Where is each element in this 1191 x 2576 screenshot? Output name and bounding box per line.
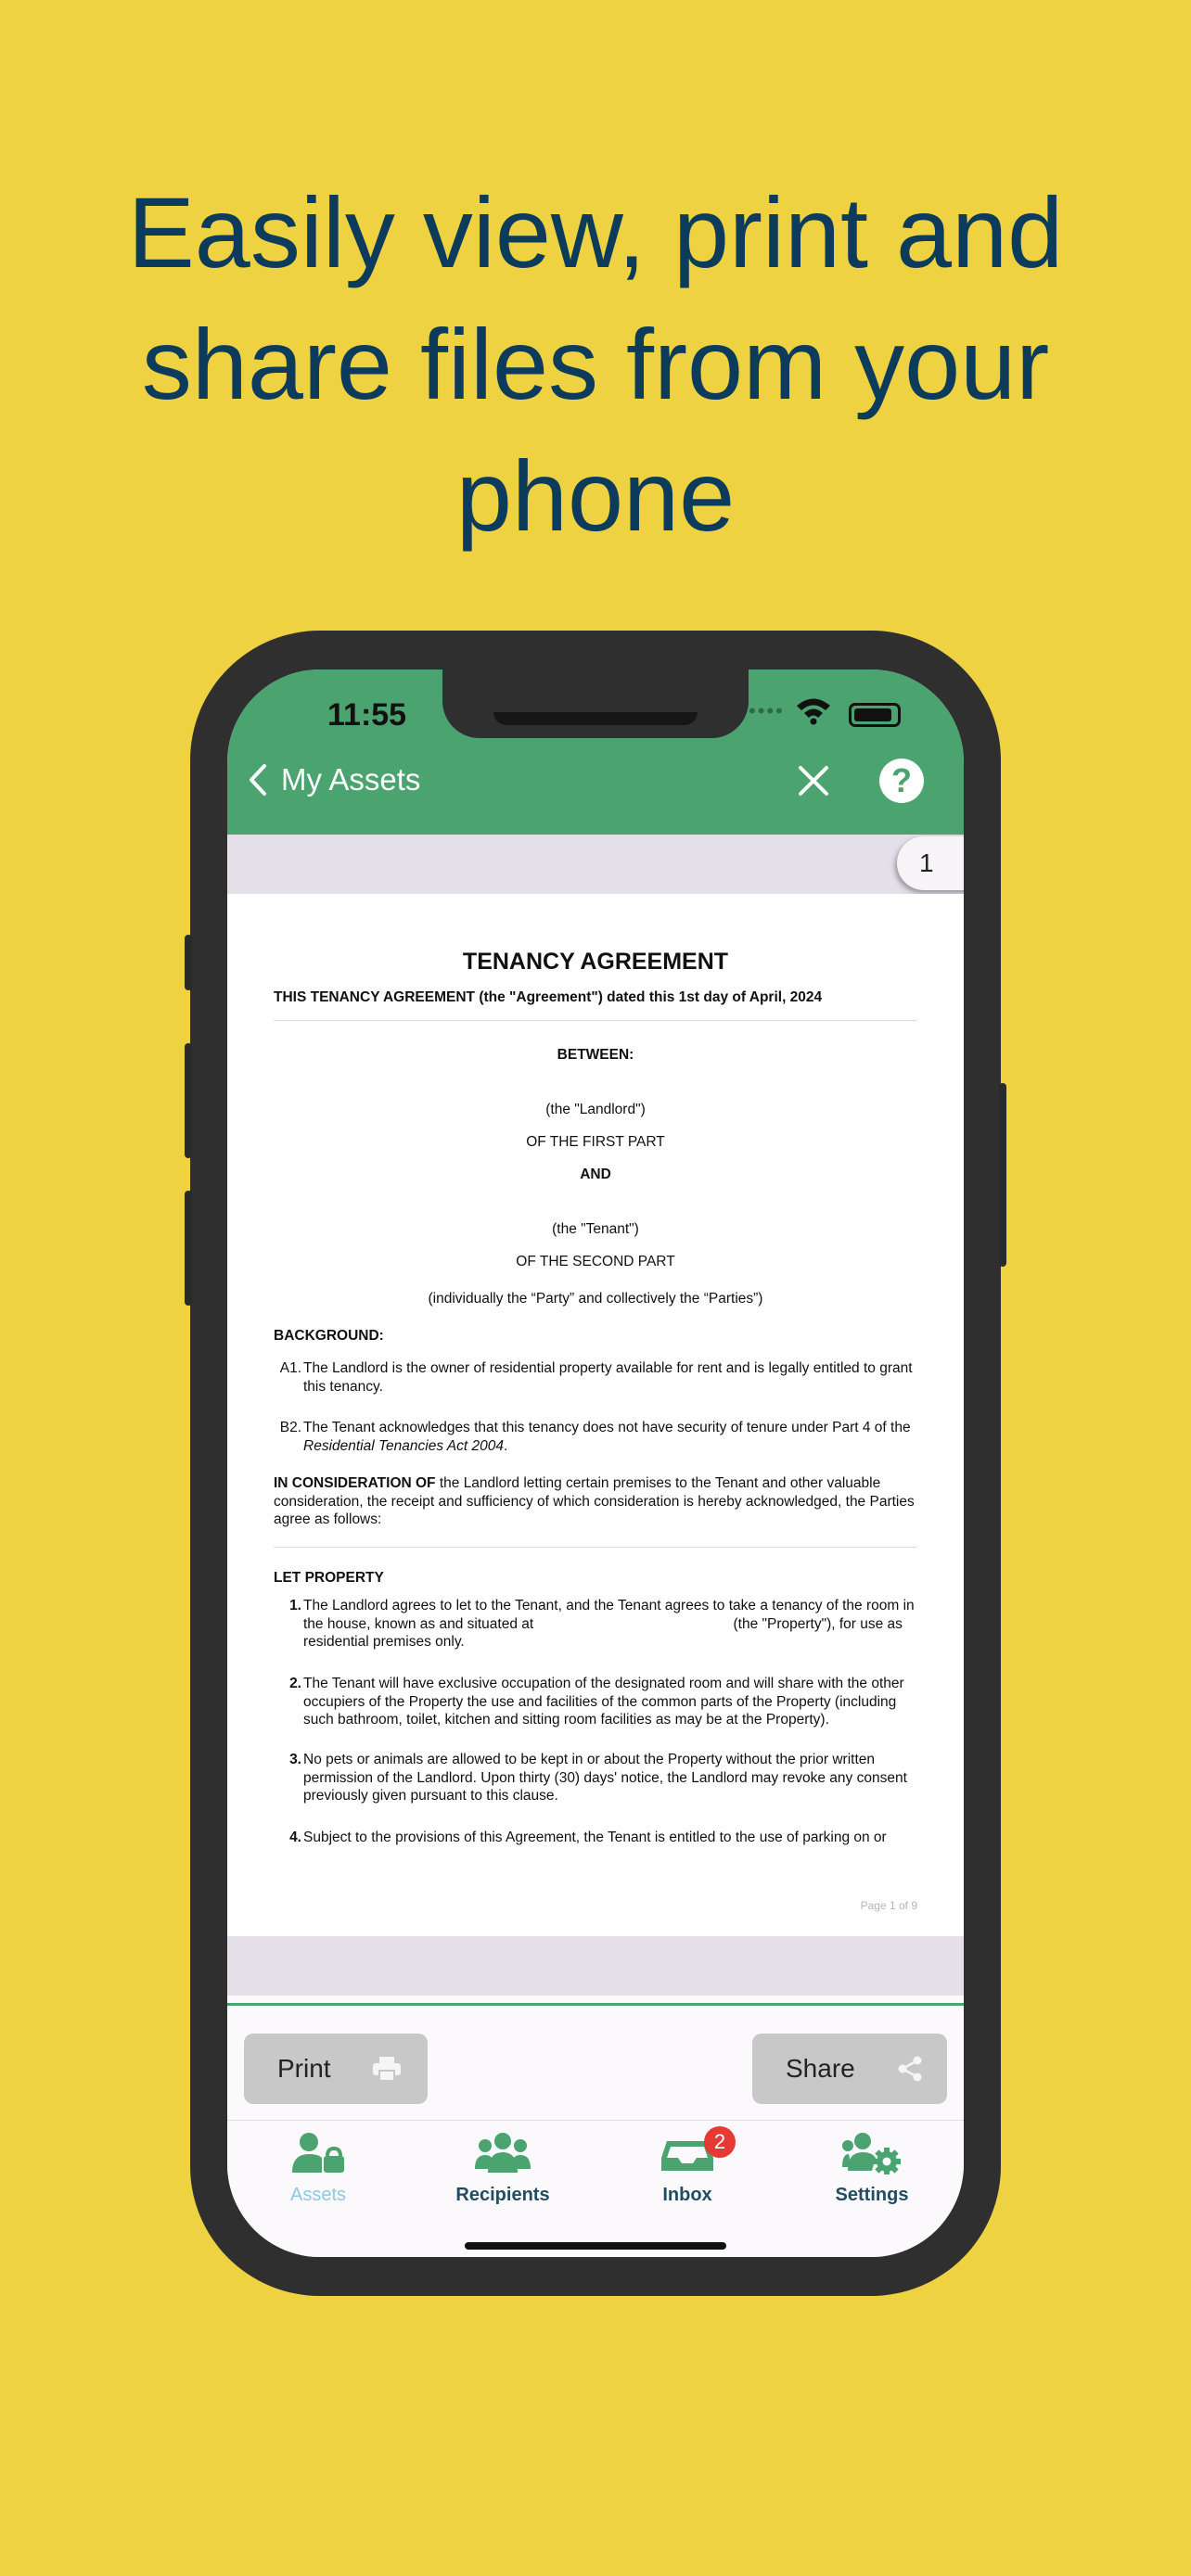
mute-switch: [185, 935, 192, 990]
inbox-badge: 2: [704, 2126, 736, 2158]
between-label: BETWEEN:: [557, 1047, 634, 1063]
tab-label: Recipients: [455, 2185, 550, 2205]
parties-label: (individually the “Party” and collectively the “Parties”): [428, 1291, 763, 1307]
doc-title: TENANCY AGREEMENT: [462, 949, 729, 975]
consideration-paragraph: IN CONSIDERATION OF the Landlord letting certain premises to the Tenant and other valuable consideration, the receipt and sufficiency of which consideration is hereby acknowledged, the Parties agree as follows:: [274, 1475, 915, 1527]
wifi-icon: [795, 695, 832, 725]
signal-dots-icon: ••••: [749, 699, 785, 722]
tab-label: Inbox: [662, 2185, 712, 2205]
phone-notch: [442, 670, 749, 738]
volume-up-button: [185, 1043, 192, 1158]
phone-screen: [227, 670, 964, 2257]
back-button[interactable]: [248, 762, 420, 797]
page-footer: Page 1 of 9: [860, 1899, 917, 1912]
back-label: My Assets: [281, 762, 421, 797]
tab-assets[interactable]: [235, 2132, 402, 2206]
volume-down-button: [185, 1191, 192, 1306]
share-label: Share: [786, 2054, 855, 2083]
divider: [274, 1547, 917, 1548]
second-part-label: OF THE SECOND PART: [516, 1254, 675, 1269]
and-label: AND: [580, 1167, 611, 1182]
users-icon: [475, 2132, 531, 2174]
user-lock-icon: [290, 2132, 346, 2174]
home-indicator[interactable]: [465, 2242, 726, 2250]
page-gap-bottom: [227, 1936, 964, 1996]
tab-settings[interactable]: [788, 2132, 955, 2206]
help-icon[interactable]: ?: [879, 759, 924, 803]
phone-frame: [190, 631, 1001, 2296]
tab-bar: [227, 2120, 964, 2257]
share-icon: [896, 2055, 924, 2083]
tenant-label: (the "Tenant"): [552, 1221, 639, 1237]
background-heading: BACKGROUND:: [274, 1328, 384, 1344]
battery-icon: [849, 703, 901, 727]
headline-line-2: share files from your: [141, 308, 1050, 420]
status-time: 11:55: [327, 697, 407, 733]
headline-line-1: Easily view, print and: [127, 176, 1064, 288]
chevron-left-icon: [248, 763, 268, 797]
page-gap-top: [227, 835, 964, 894]
page-number-badge[interactable]: 1: [897, 836, 964, 890]
printer-icon: [372, 2055, 402, 2083]
tab-label: Assets: [289, 2185, 347, 2205]
tab-inbox[interactable]: [604, 2132, 771, 2206]
print-label: Print: [277, 2054, 331, 2083]
print-button[interactable]: [244, 2034, 428, 2104]
tab-label: Settings: [835, 2185, 909, 2205]
close-icon[interactable]: [795, 762, 832, 799]
share-button[interactable]: [752, 2034, 947, 2104]
power-button: [999, 1083, 1006, 1267]
first-part-label: OF THE FIRST PART: [526, 1134, 665, 1150]
doc-intro: THIS TENANCY AGREEMENT (the "Agreement") dated this 1st day of April, 2024: [274, 989, 823, 1005]
document-page[interactable]: TENANCY AGREEMENT THIS TENANCY AGREEMENT (the "Agreement") dated this 1st day of April, 2024 BETWEEN: (the "Landlord") OF THE FIRST PART AND (the "Tenant") OF THE SECOND PART (individually the “Party” and collectively the “Parties”) BACKGROUND: A1. The Landlord is the owner of residential property available for rent and is legally entitled to grant this tenancy. B2. The Tenant acknowledges that this tenancy does not have security of tenure under Part 4 of the Residential Tenancies Act 2004. IN CONSIDERATION OF the Landlord letting certain premises to the Tenant and other valuable consideration, the receipt and sufficiency of which consideration is hereby acknowledged, the Parties agree as follows: LET PROPERTY 1. The Landlord agrees to let to the Tenant, and the Tenant agrees to take a tenancy of the room in the house, known as and situated at (the "Property"), for use as residential premises only. 2. The Tenant will have exclusive occupation of the designated room and will share with the other occupiers of the Property the use and facilities of the common parts of the Property (including such bathroom, toilet, kitchen and sitting room facilities as may be at the Property). 3. No pets or animals are allowed to be kept in or about the Property without the prior written permission of the Landlord. Upon thirty (30) days' notice, the Landlord may revoke any consent previously given pursuant to this clause. 4. Subject to the provisions of this Agreement, the Tenant is entitled to the use of parking on or Page 1 of 9: [227, 894, 964, 1936]
divider: [274, 1020, 917, 1021]
landlord-label: (the "Landlord"): [545, 1102, 646, 1117]
let-property-heading: LET PROPERTY: [274, 1570, 384, 1586]
action-bar: [227, 2006, 964, 2124]
users-cog-icon: [842, 2132, 902, 2174]
headline-line-3: phone: [455, 440, 736, 552]
headline: [56, 167, 1135, 562]
tab-recipients[interactable]: [419, 2132, 586, 2206]
